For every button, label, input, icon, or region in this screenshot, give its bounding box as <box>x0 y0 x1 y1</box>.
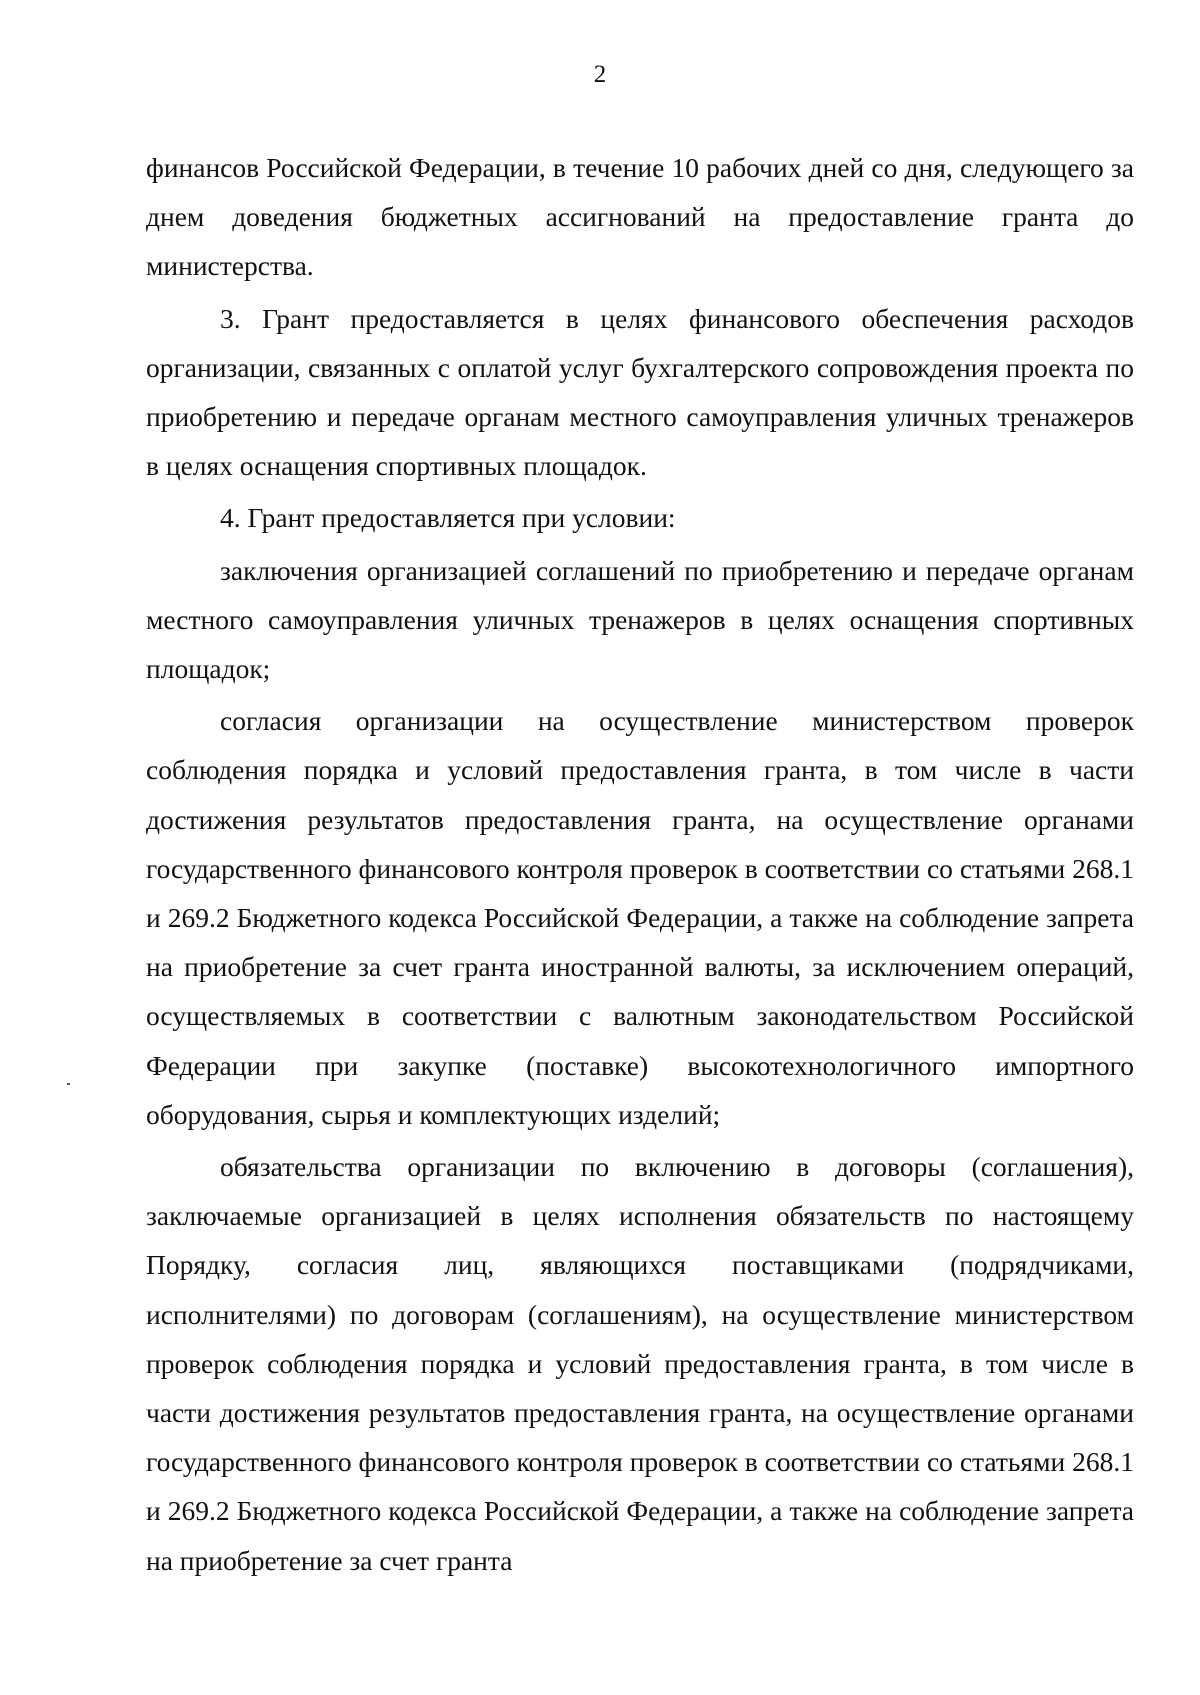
scan-artifact-dot <box>67 1083 70 1085</box>
paragraph-continuation: финансов Российской Федерации, в течение 10 рабочих дней со дня, следующего за днем доведения бюджетных ассигнований на предоставление гранта до министерства. <box>146 152 1134 282</box>
paragraph-condition-consent: согласия организации на осуществление министерством проверок соблюдения порядка и условий предоставления гранта, в том числе в части достижения результатов предоставления гранта, на осуществление органами государственного финансового контроля проверок в соответствии со статьями 268.1 и 269.2 Бюджетного кодекса Российской Федерации, а также на соблюдение запрета на приобретение за счет гранта иностранной валюты, за исключением операций, осуществляемых в соответствии с валютным законодательством Российской Федерации при закупке (поставке) высокотехнологичного импортного оборудования, сырья и комплектующих изделий; <box>146 705 1134 1130</box>
paragraph-item-4: 4. Грант предоставляется при условии: <box>220 502 676 534</box>
paragraph-condition-obligation: обязательства организации по включению в договоры (соглашения), заключаемые организацией в целях исполнения обязательств по настоящему Порядку, согласия лиц, являющихся поставщиками (подрядчиками, исполнителями) по договорам (соглашениям), на осуществление министерством проверок соблюдения порядка и условий предоставления гранта, в том числе в части достижения результатов предоставления гранта, на осуществление органами государственного финансового контроля проверок в соответствии со статьями 268.1 и 269.2 Бюджетного кодекса Российской Федерации, а также на соблюдение запрета на приобретение за счет гранта <box>146 1151 1134 1576</box>
page-number: 2 <box>593 61 607 88</box>
document-body <box>146 143 1134 1588</box>
paragraph-condition-agreements: заключения организацией соглашений по приобретению и передаче органам местного самоуправления уличных тренажеров в целях оснащения спортивных площадок; <box>146 554 1134 685</box>
paragraph-item-3: 3. Грант предоставляется в целях финансового обеспечения расходов организации, связанных с оплатой услуг бухгалтерского сопровождения проекта по приобретению и передаче органам местного самоуправления уличных тренажеров в целях оснащения спортивных площадок. <box>146 302 1134 482</box>
